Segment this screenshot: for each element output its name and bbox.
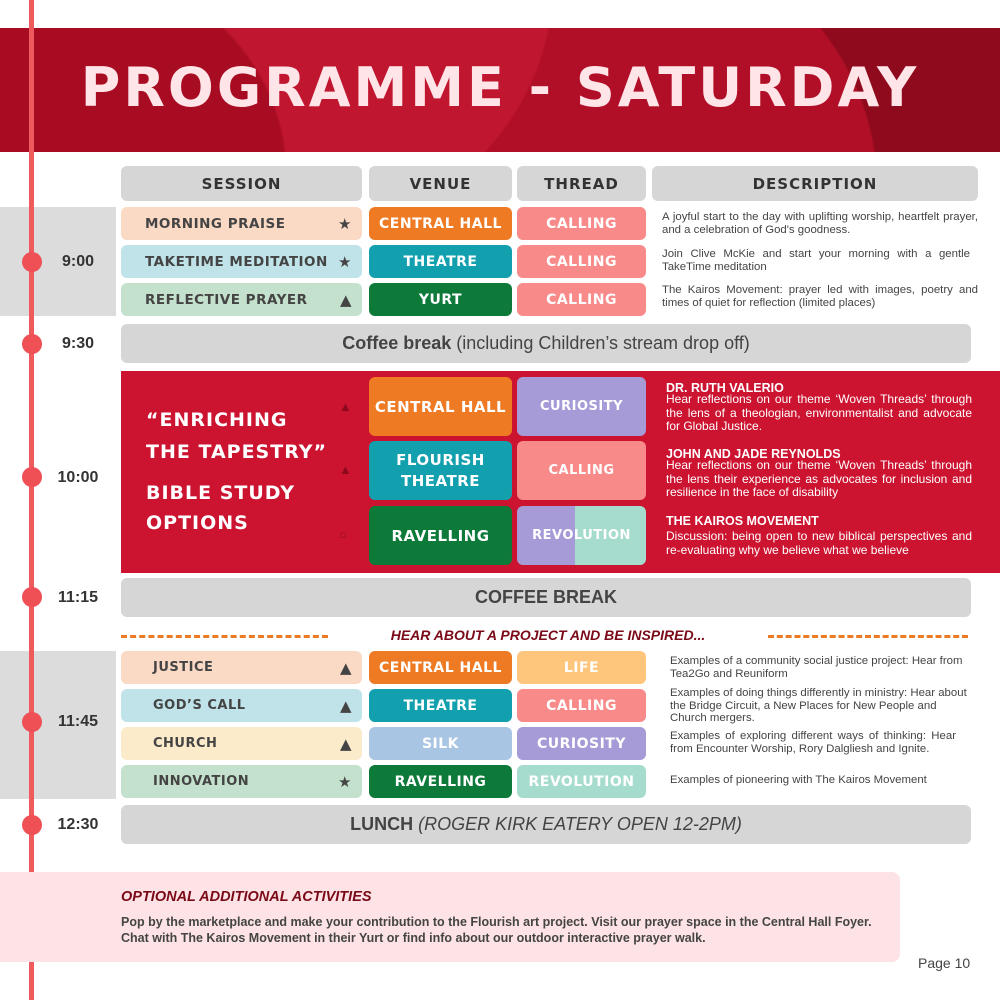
session-description: Examples of pioneering with The Kairos Movement (670, 774, 927, 786)
session-gods-call (121, 689, 362, 722)
bible-study-title-line: THE TAPESTRY” (146, 441, 328, 463)
venue-badge: THEATRE (369, 689, 512, 722)
session-description: Examples of a community social justice project: Hear from Tea2Go and Reuniform (670, 655, 963, 680)
timeline-dot (22, 815, 42, 835)
timeline-dot (22, 467, 42, 487)
speaker-description: Discussion: being open to new biblical perspectives and re-evaluating why we believe what we believe (666, 529, 972, 557)
timeline-dot (22, 587, 42, 607)
venue-badge: RAVELLING (369, 765, 512, 798)
page-number: Page 10 (918, 955, 971, 971)
speaker-description: Hear reflections on our theme ‘Woven Threads’ through the lens of a theologian, environmentalist and advocate for Global Justice. (666, 392, 972, 433)
session-church (121, 727, 362, 760)
time-label-12-30: 12:30 (57, 816, 99, 833)
coffee-break-label: Coffee break (342, 333, 452, 353)
thread-badge: CALLING (517, 207, 646, 240)
coffee-break-bar (121, 324, 971, 363)
session-label: INNOVATION (153, 774, 250, 789)
bible-study-title-line: “ENRICHING (146, 409, 288, 431)
triangle-icon: ▲ (339, 734, 352, 753)
thread-badge: CALLING (517, 283, 646, 316)
optional-activities-box (0, 872, 900, 962)
thread-badge: CURIOSITY (517, 727, 646, 760)
venue-badge: CENTRAL HALL (369, 651, 512, 684)
speaker-name: JOHN AND JADE REYNOLDS (666, 447, 841, 461)
venue-badge: THEATRE (369, 245, 512, 278)
venue-badge: CENTRAL HALL (369, 377, 512, 436)
session-label: GOD’S CALL (153, 698, 246, 713)
page-title: PROGRAMME - SATURDAY (80, 56, 920, 119)
lunch-bar (121, 805, 971, 844)
session-innovation (121, 765, 362, 798)
venue-badge: CENTRAL HALL (369, 207, 512, 240)
speaker-name: THE KAIROS MOVEMENT (666, 514, 819, 528)
session-label: REFLECTIVE PRAYER (145, 291, 308, 308)
thread-badge: CALLING (517, 441, 646, 500)
coffee-break-bar: COFFEE BREAK (121, 578, 971, 617)
time-label-11-15: 11:15 (57, 589, 99, 606)
section-heading-inspired: HEAR ABOUT A PROJECT AND BE INSPIRED... (390, 627, 706, 643)
venue-badge: FLOURISH THEATRE (369, 441, 512, 500)
timeline-dot (22, 334, 42, 354)
session-description: A joyful start to the day with uplifting worship, heartfelt prayer, and a celebration of God's goodness. (662, 211, 978, 236)
column-header-venue: VENUE (369, 166, 512, 201)
timeline-dot (22, 252, 42, 272)
triangle-icon: ▲ (339, 399, 352, 414)
session-description: Examples of exploring different ways of thinking: Hear from Encounter Worship, Rory Dalgliesh and Ignite. (670, 730, 956, 755)
triangle-icon: ▲ (339, 696, 352, 715)
venue-badge: YURT (369, 283, 512, 316)
circle-icon: ○ (339, 527, 347, 542)
thread-badge: REVOLUTION (517, 506, 646, 565)
dashed-divider (121, 635, 328, 638)
time-label-9-30: 9:30 (61, 335, 95, 352)
bible-study-title-line: BIBLE STUDY (146, 482, 295, 504)
optional-activities-body: Pop by the marketplace and make your contribution to the Flourish art project. Visit our prayer space in the Central Hall Foyer. Chat with The Kairos Movement in their Yurt or find info about our outdoor interactive prayer walk. (121, 915, 872, 945)
dashed-divider (768, 635, 968, 638)
thread-badge: CALLING (517, 689, 646, 722)
session-description: Examples of doing things differently in ministry: Hear about the Bridge Circuit, a New Places for New People and Church mergers. (670, 687, 967, 725)
optional-activities-title: OPTIONAL ADDITIONAL ACTIVITIES (121, 889, 372, 905)
column-header-description: DESCRIPTION (652, 166, 978, 201)
thread-badge: CALLING (517, 245, 646, 278)
session-label: JUSTICE (153, 660, 214, 675)
session-reflective-prayer (121, 283, 362, 316)
star-icon: ★ (338, 214, 352, 233)
session-description: The Kairos Movement: prayer led with images, poetry and times of quiet for reflection (limited places) (662, 284, 978, 309)
star-icon: ★ (338, 772, 352, 791)
star-icon: ★ (338, 252, 352, 271)
venue-badge: RAVELLING (369, 506, 512, 565)
column-header-thread: THREAD (517, 166, 646, 201)
lunch-note: (ROGER KIRK EATERY OPEN 12-2PM) (413, 814, 742, 834)
session-justice (121, 651, 362, 684)
lunch-label: LUNCH (350, 814, 414, 834)
timeline-dot (22, 712, 42, 732)
triangle-icon: ▲ (339, 658, 352, 677)
speaker-description: Hear reflections on our theme ‘Woven Threads’ through the lens their experience as advocates for inclusion and resilience in the face of disability (666, 458, 972, 499)
time-label-9-00: 9:00 (61, 253, 95, 270)
triangle-icon: ▲ (339, 290, 352, 309)
bible-study-title-line: OPTIONS (146, 512, 249, 534)
time-label-11-45: 11:45 (57, 713, 99, 730)
session-label: CHURCH (153, 736, 218, 751)
venue-badge: SILK (369, 727, 512, 760)
time-label-10-00: 10:00 (57, 469, 99, 486)
column-header-session: SESSION (121, 166, 362, 201)
thread-badge: REVOLUTION (517, 765, 646, 798)
thread-badge: LIFE (517, 651, 646, 684)
session-description: Join Clive McKie and start your morning with a gentle TakeTime meditation (662, 248, 970, 273)
session-label: TAKETIME MEDITATION (145, 253, 328, 270)
header-banner (0, 28, 1000, 152)
session-label: MORNING PRAISE (145, 215, 286, 232)
session-morning-praise (121, 207, 362, 240)
session-taketime-meditation (121, 245, 362, 278)
timeline-line (29, 0, 34, 1000)
triangle-icon: ▲ (339, 462, 352, 477)
thread-badge: CURIOSITY (517, 377, 646, 436)
coffee-break-note: (including Children’s stream drop off) (451, 333, 750, 353)
speaker-name: DR. RUTH VALERIO (666, 381, 784, 395)
